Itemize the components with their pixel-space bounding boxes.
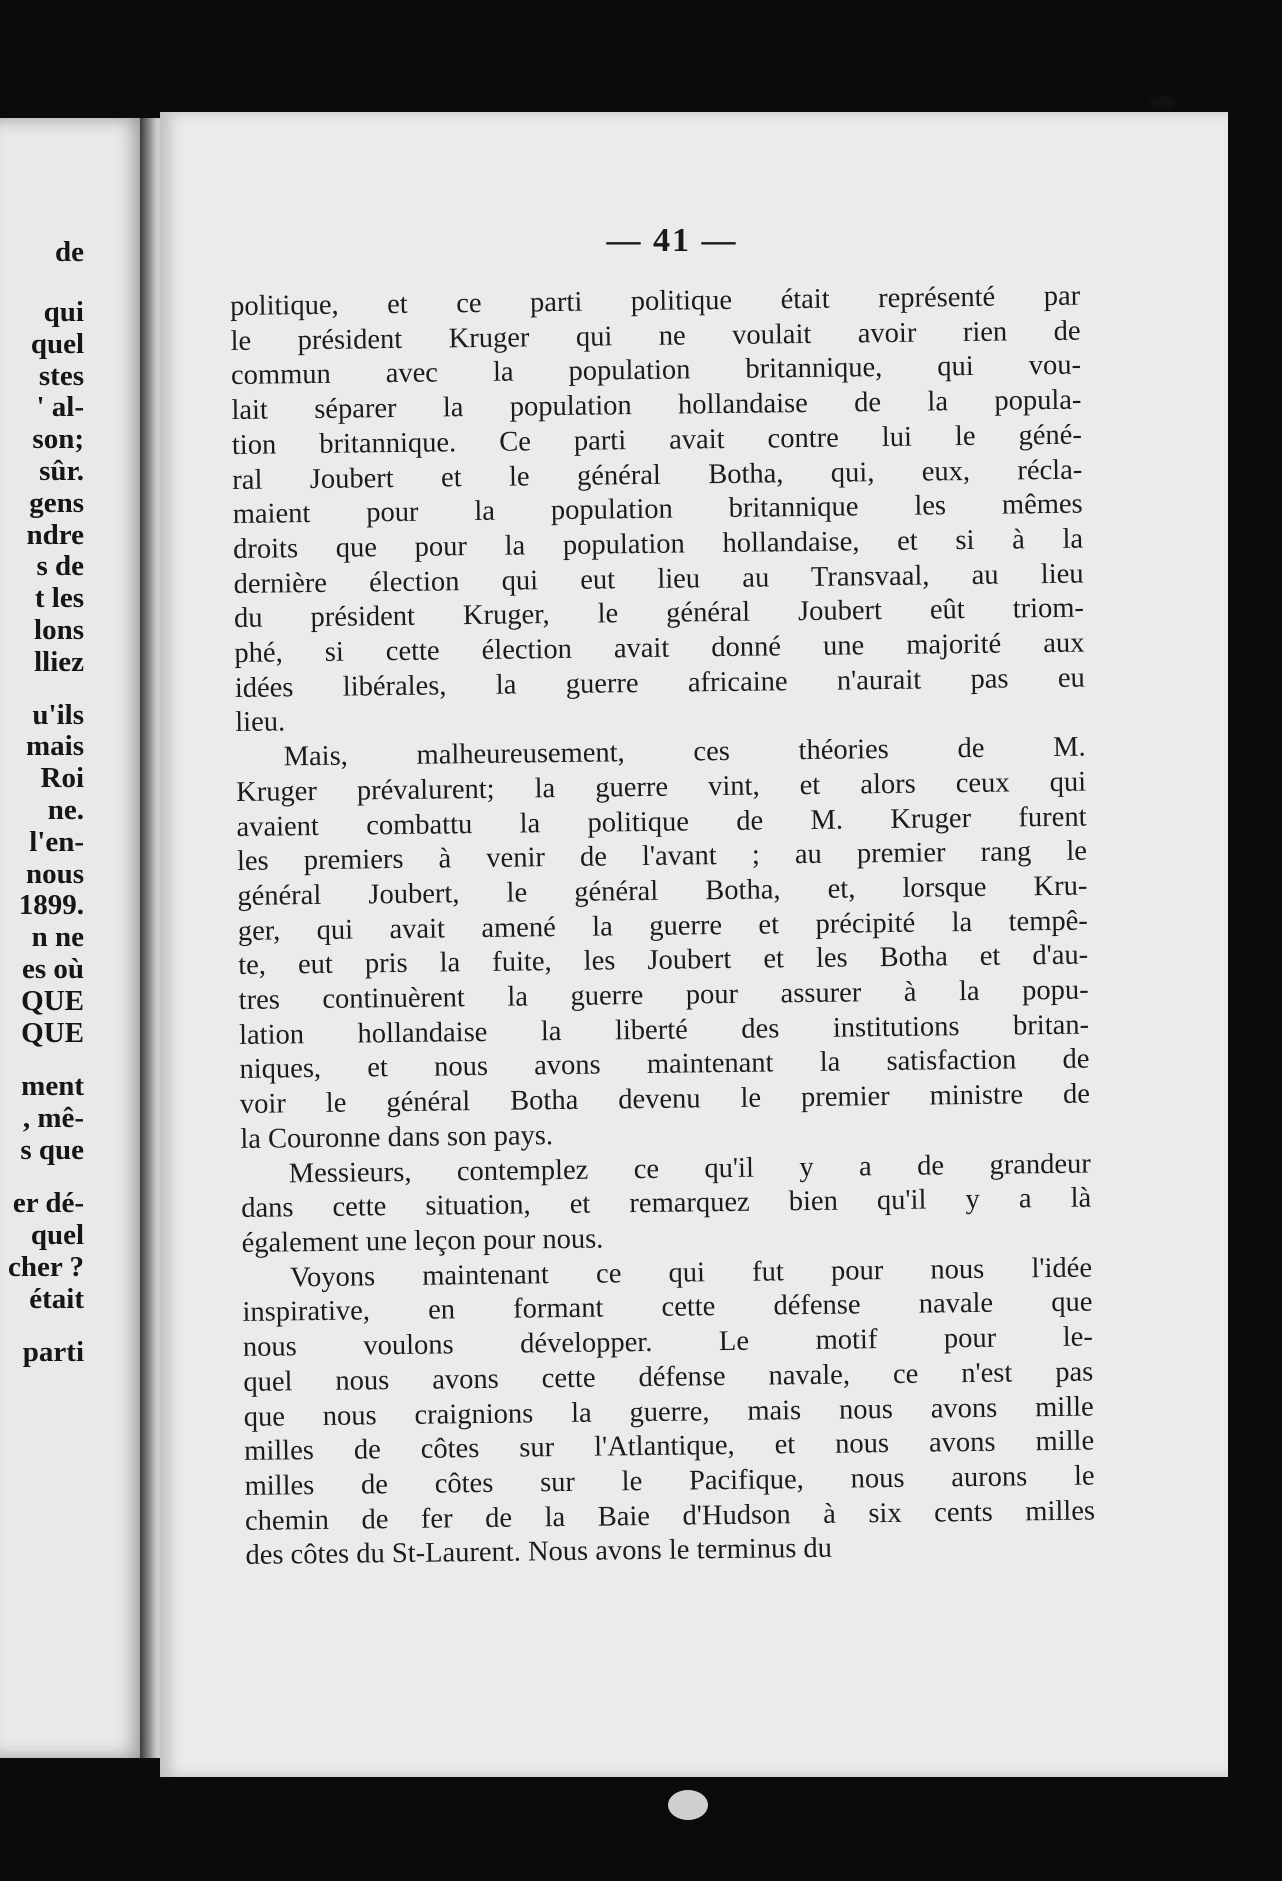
left-page-fragment: mais — [26, 730, 84, 762]
left-page-fragment: er dé- — [12, 1187, 84, 1219]
left-page-fragment: Roi — [40, 762, 84, 794]
text-line: que nous craignions la guerre, mais nous avons mille — [243, 1391, 1094, 1433]
main-page — [160, 112, 1228, 1777]
text-line: les premiers à venir de l'avant ; au premier rang le — [236, 835, 1088, 878]
text-line: général Joubert, le général Botha, et, lorsque Kru- — [237, 870, 1088, 912]
left-page-fragment: t les — [34, 582, 84, 614]
text-line: tion britannique. Ce parti avait contre lui le géné- — [231, 419, 1083, 461]
left-page-fragment: nous — [25, 858, 84, 890]
text-line: avaient combattu la politique de M. Kruger furent — [236, 801, 1087, 843]
left-page-fragment: n ne — [31, 921, 84, 953]
left-page-fragment: lons — [34, 614, 84, 646]
text-line: nous voulons développer. Le motif pour le- — [242, 1321, 1094, 1364]
left-page-fragment: , mê- — [22, 1102, 84, 1134]
text-line: politique, et ce parti politique était représenté par — [230, 280, 1081, 322]
text-line: milles de côtes sur le Pacifique, nous aurons le — [244, 1460, 1095, 1502]
text-line: commun avec la population britannique, qui vou- — [230, 350, 1082, 392]
text-line: idées libérales, la guerre africaine n'aurait pas eu — [234, 662, 1085, 704]
text-line: lation hollandaise la liberté des institutions britan- — [238, 1009, 1090, 1051]
left-page-fragment: QUE — [21, 985, 84, 1017]
scan-artifact — [1150, 96, 1176, 108]
left-page-fragment: de — [55, 236, 84, 268]
text-line: le président Kruger qui ne voulait avoir rien de — [230, 315, 1081, 357]
text-line: Kruger prévalurent; la guerre vint, et alors ceux qui — [235, 766, 1087, 808]
left-page-fragment: 1899. — [18, 889, 84, 921]
text-line: tres continuèrent la guerre pour assurer à la popu- — [238, 974, 1089, 1017]
left-page-fragment: u'ils — [32, 699, 84, 731]
left-page-fragment: es où — [21, 953, 84, 985]
left-page-fragment: quel — [30, 1219, 84, 1251]
text-line: dernière élection qui eut lieu au Transvaal, au lieu — [233, 558, 1084, 600]
left-page-fragment: sûr. — [39, 455, 84, 487]
text-line: lieu. — [235, 706, 286, 739]
left-page-fragment: s que — [20, 1134, 84, 1166]
body-text — [230, 280, 1096, 1574]
text-line: milles de côtes sur l'Atlantique, et nous avons mille — [244, 1425, 1095, 1468]
text-line: droits que pour la population hollandaise, et si à la — [232, 523, 1084, 565]
left-page-fragment: ndre — [26, 519, 84, 551]
left-page-fragment: ne. — [47, 794, 84, 826]
text-line: voir le général Botha devenu le premier ministre de — [239, 1078, 1091, 1121]
text-line: lait séparer la population hollandaise de la popula- — [231, 384, 1082, 427]
text-line: des côtes du St-Laurent. Nous avons le terminus du — [245, 1533, 833, 1572]
left-page-fragment: son; — [32, 423, 84, 455]
text-line: Voyons maintenant ce qui fut pour nous l'idée — [289, 1252, 1093, 1294]
scan-artifact — [668, 1790, 708, 1820]
text-line: chemin de fer de la Baie d'Hudson à six cents milles — [244, 1495, 1096, 1537]
text-line: ral Joubert et le général Botha, qui, eux, récla- — [232, 454, 1083, 496]
text-line: maient pour la population britannique les mêmes — [232, 488, 1083, 531]
text-line: te, eut pris la fuite, les Joubert et les Botha et d'au- — [238, 939, 1089, 982]
left-page-fragment: cher ? — [8, 1251, 84, 1283]
text-line: ger, qui avait amené la guerre et précipité la tempê- — [237, 905, 1088, 947]
left-page-fragment: QUE — [21, 1017, 84, 1049]
left-page-fragment: lliez — [34, 646, 84, 678]
text-line: inspirative, en formant cette défense navale que — [242, 1286, 1093, 1329]
text-line: quel nous avons cette défense navale, ce n'est pas — [243, 1356, 1094, 1398]
page-number: — 41 — — [606, 222, 738, 259]
text-line: du président Kruger, le général Joubert eût triom- — [233, 592, 1085, 635]
left-page-fragment: l'en- — [29, 826, 84, 858]
left-page-fragment: gens — [29, 487, 84, 519]
left-page-fragment: qui — [43, 296, 84, 328]
left-facing-page — [0, 118, 148, 1758]
text-line: niques, et nous avons maintenant la satisfaction de — [239, 1044, 1090, 1086]
left-page-fragment: parti — [22, 1336, 84, 1368]
left-page-fragment: ' al- — [36, 391, 84, 423]
text-line: Messieurs, contemplez ce qu'il y a de grandeur — [288, 1148, 1091, 1189]
left-page-fragment: stes — [38, 360, 84, 392]
text-line: phé, si cette élection avait donné une majorité aux — [234, 627, 1085, 670]
text-line: Mais, malheureusement, ces théories de M. — [283, 731, 1086, 773]
left-page-fragment: ment — [21, 1070, 84, 1102]
text-line: également une leçon pour nous. — [241, 1223, 604, 1259]
text-line: dans cette situation, et remarquez bien qu'il y a là — [241, 1182, 1092, 1225]
text-line: la Couronne dans son pays. — [240, 1119, 554, 1155]
left-page-fragment: quel — [30, 328, 84, 360]
left-page-fragment: était — [29, 1283, 84, 1315]
left-page-fragment: s de — [36, 550, 84, 582]
